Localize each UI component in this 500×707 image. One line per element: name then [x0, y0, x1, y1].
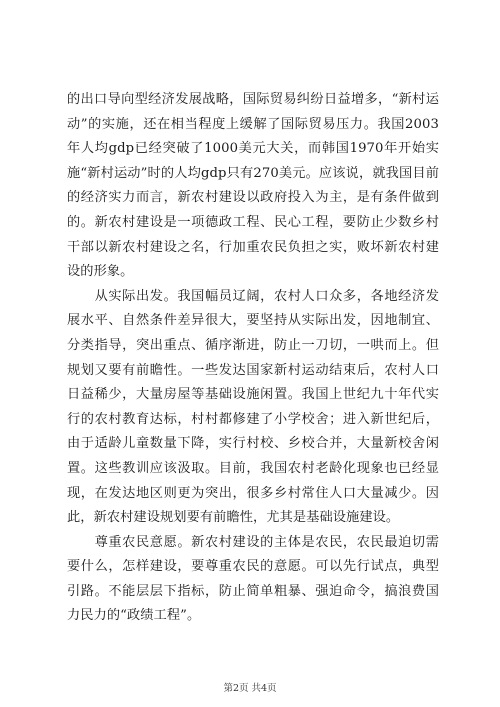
page-footer: 第2页 共4页: [223, 683, 277, 694]
paragraph-2: 从实际出发。我国幅员辽阔，农村人口众多，各地经济发展水平、自然条件差异很大，要坚持从实际出发，因地制宜、分类指导，突出重点、循序渐进，防止一刀切，一哄而上。但规划又要有前瞻性。一些发达国家新村运动结束后，农村人口日益稀少，大量房屋等基础设施闲置。我国上世纪九十年代实行的农村教育达标，村村都修建了小学校舍；进入新世纪后，由于适龄儿童数量下降，实行村校、乡校合并，大量新校舍闲置。这些教训应该汲取。目前，我国农村老龄化现象也已经显现，在发达地区则更为突出，很多乡村常住人口大量减少。因此，新农村建设规划要有前瞻性，尤其是基础设施建设。: [67, 288, 439, 526]
paragraph-1: 的出口导向型经济发展战略，国际贸易纠纷日益增多，“新村运动”的实施，还在相当程度上缓解了国际贸易压力。我国2003年人均gdp已经突破了1000美元大关，而韩国1970年开始实施“新村运动”时的人均gdp只有270美元。应该说，就我国目前的经济实力而言，新农村建设以政府投入为主，是有条件做到的。新农村建设是一项德政工程、民心工程，要防止少数乡村干部以新农村建设之名，行加重农民负担之实，败坏新农村建设的形象。: [67, 92, 439, 280]
paragraph-3: 尊重农民意愿。新农村建设的主体是农民，农民最迫切需要什么，怎样建设，要尊重农民的意愿。可以先行试点，典型引路。不能层层下指标，防止简单粗暴、强迫命令，搞浪费国力民力的“政绩工程”。: [67, 534, 439, 624]
document-body: [67, 88, 439, 629]
